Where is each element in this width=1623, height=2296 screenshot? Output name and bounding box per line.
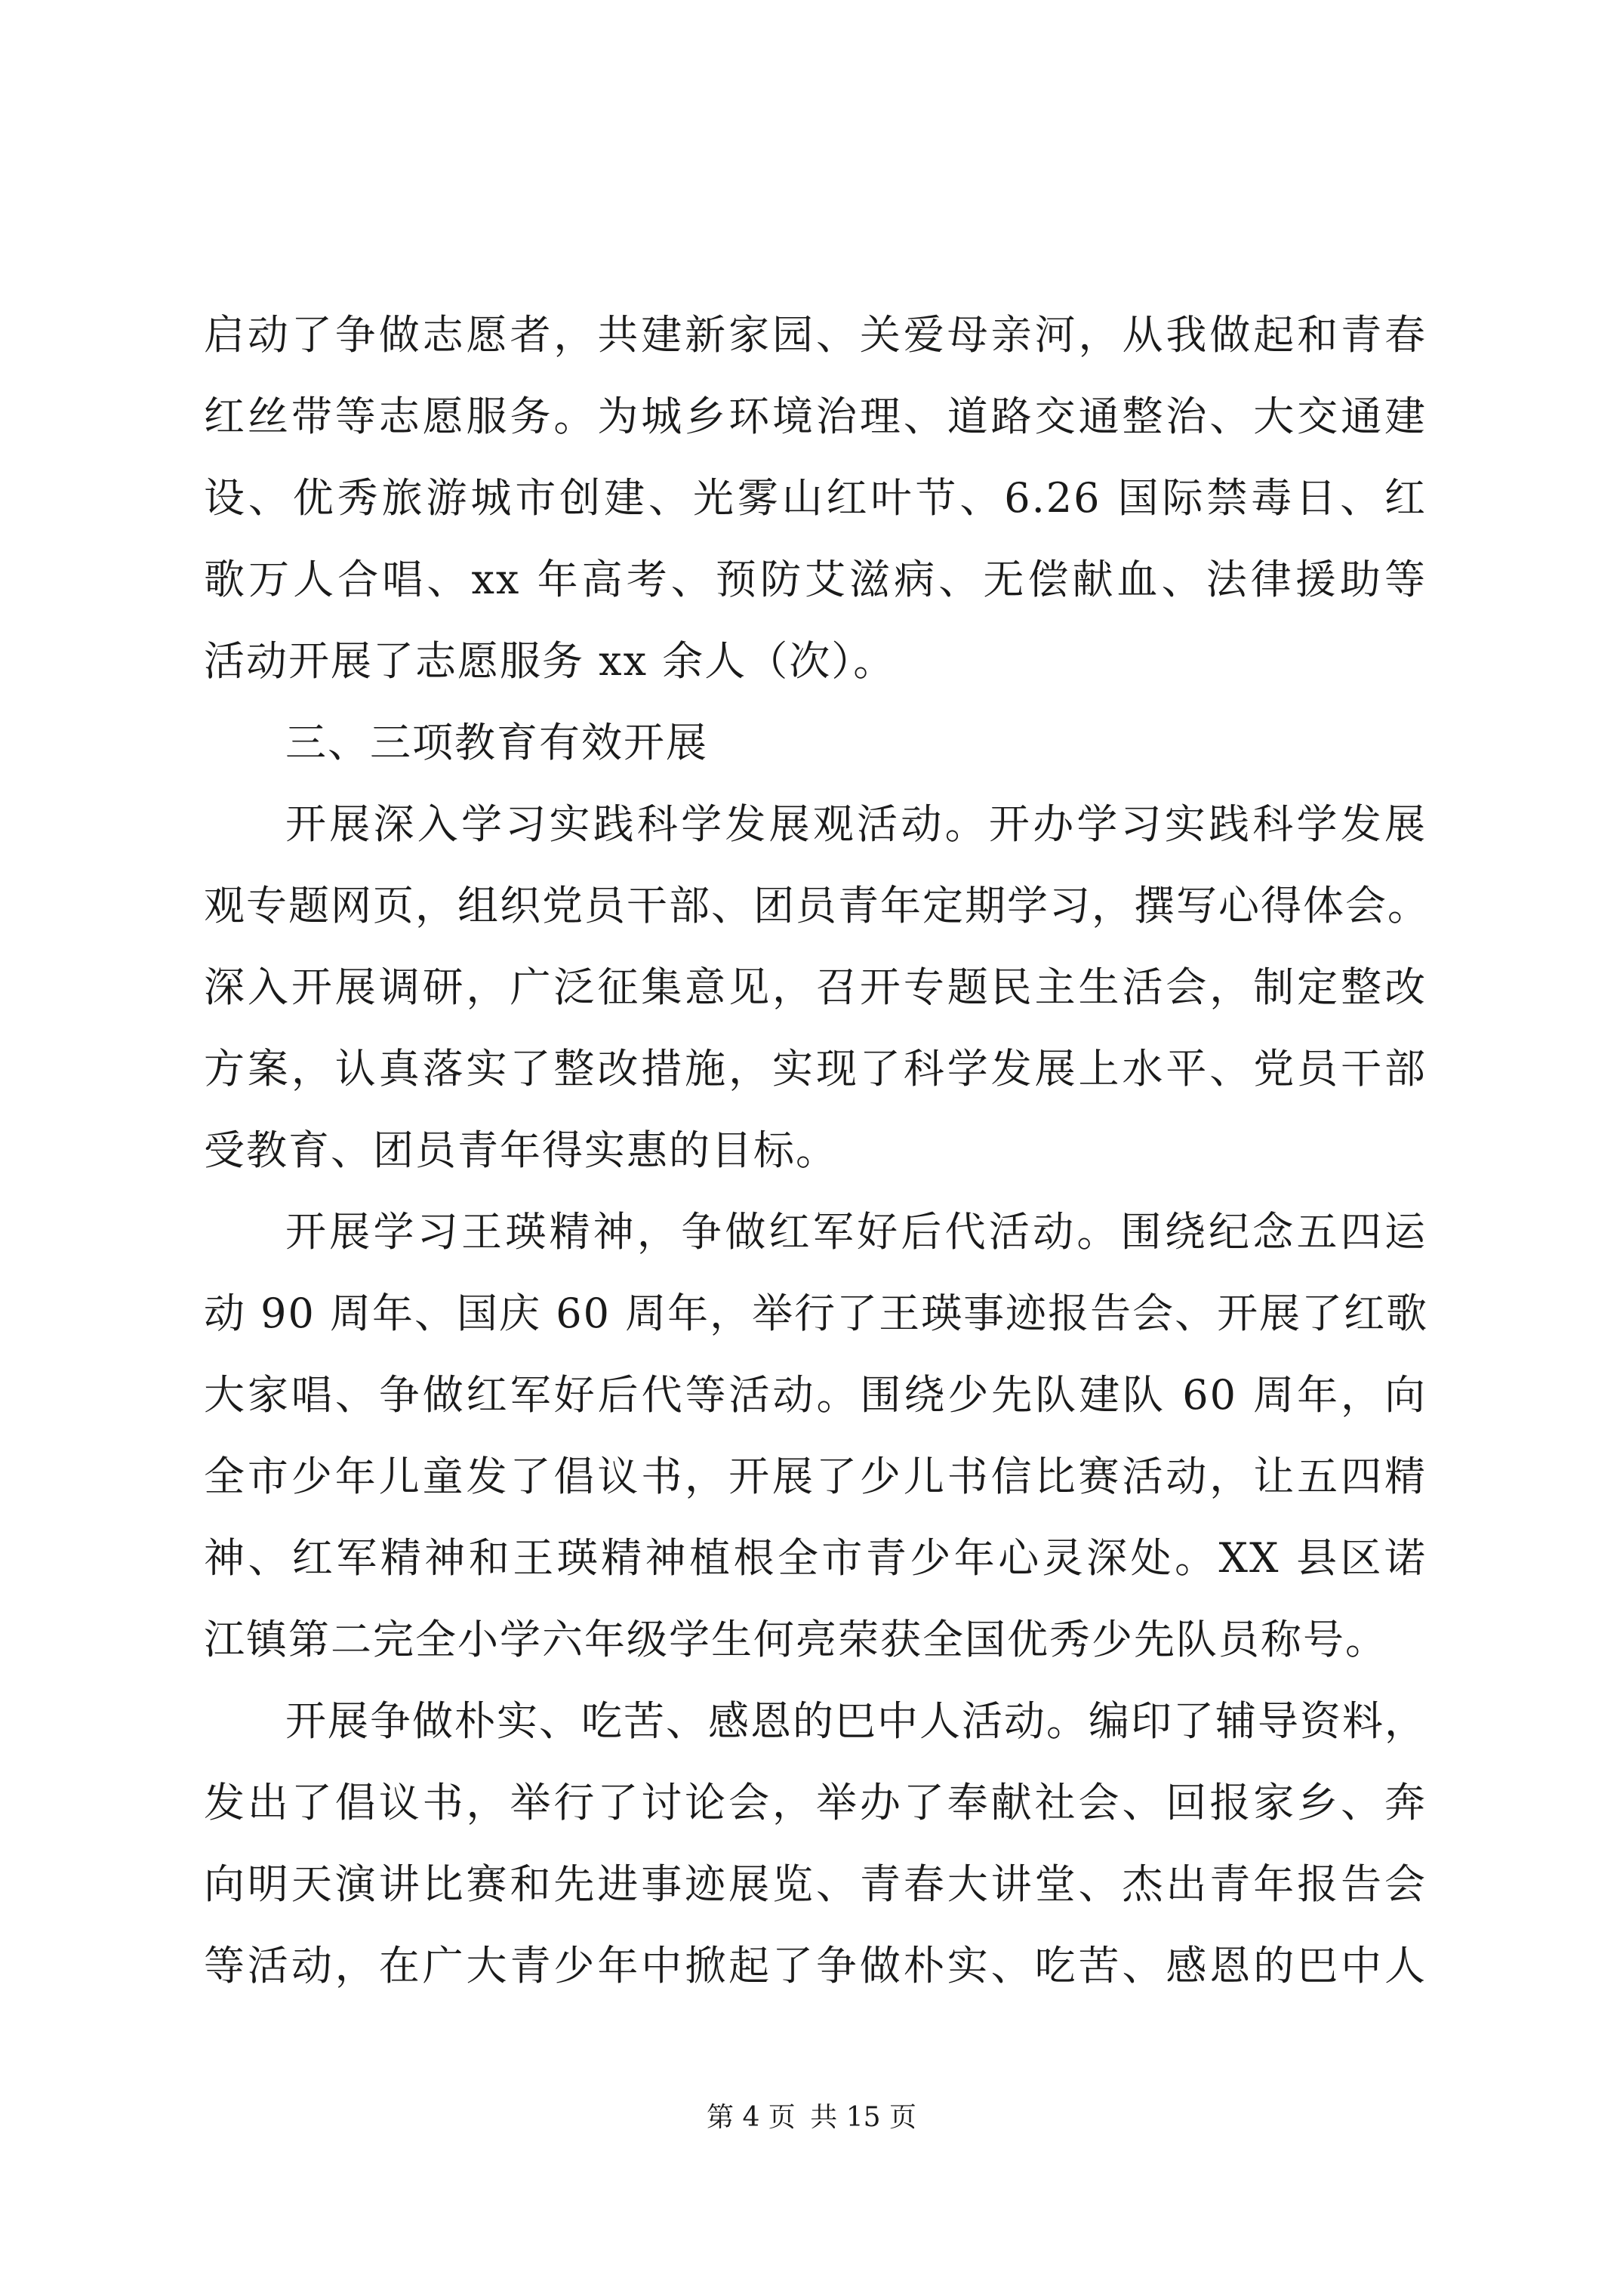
text-line: 向明天演讲比赛和先进事迹展览、青春大讲堂、杰出青年报告会 xyxy=(204,1860,1427,1908)
text-line: 启动了争做志愿者，共建新家园、关爱母亲河，从我做起和青春 xyxy=(204,311,1427,359)
text-line: 发出了倡议书，举行了讨论会，举办了奉献社会、回报家乡、奔 xyxy=(204,1779,1427,1826)
text-line: 观专题网页，组织党员干部、团员青年定期学习，撰写心得体会。 xyxy=(204,882,1430,929)
text-line: 神、红军精神和王瑛精神植根全市青少年心灵深处。XX 县区诺 xyxy=(204,1534,1427,1582)
text-line: 开展学习王瑛精神，争做红军好后代活动。围绕纪念五四运 xyxy=(285,1208,1427,1256)
page-total: 共 15 页 xyxy=(810,2102,916,2133)
text-line: 开展争做朴实、吃苦、感恩的巴中人活动。编印了辅导资料， xyxy=(285,1697,1427,1745)
text-line: 设、优秀旅游城市创建、光雾山红叶节、6.26 国际禁毒日、红 xyxy=(204,474,1427,522)
text-line: 活动开展了志愿服务 xx 余人（次）。 xyxy=(204,637,896,685)
text-line: 大家唱、争做红军好后代等活动。围绕少先队建队 60 周年，向 xyxy=(204,1371,1427,1419)
text-line: 歌万人合唱、xx 年高考、预防艾滋病、无偿献血、法律援助等 xyxy=(204,556,1427,603)
text-line: 等活动，在广大青少年中掀起了争做朴实、吃苦、感恩的巴中人 xyxy=(204,1942,1427,1989)
text-line: 动 90 周年、国庆 60 周年，举行了王瑛事迹报告会、开展了红歌 xyxy=(204,1290,1429,1337)
text-line: 红丝带等志愿服务。为城乡环境治理、道路交通整治、大交通建 xyxy=(204,393,1427,440)
page-number: 第 4 页 xyxy=(707,2102,796,2133)
text-line: 开展深入学习实践科学发展观活动。开办学习实践科学发展 xyxy=(285,800,1427,848)
text-line: 方案，认真落实了整改措施，实现了科学发展上水平、党员干部 xyxy=(204,1045,1427,1093)
text-line: 深入开展调研，广泛征集意见，召开专题民主生活会，制定整改 xyxy=(204,963,1427,1011)
section-heading: 三、三项教育有效开展 xyxy=(285,719,708,766)
text-line: 全市少年儿童发了倡议书，开展了少儿书信比赛活动，让五四精 xyxy=(204,1453,1427,1500)
document-body xyxy=(204,294,1430,2007)
text-line: 受教育、团员青年得实惠的目标。 xyxy=(204,1126,838,1174)
text-line: 江镇第二完全小学六年级学生何亮荣获全国优秀少先队员称号。 xyxy=(204,1616,1387,1663)
page-footer xyxy=(0,2099,1623,2137)
